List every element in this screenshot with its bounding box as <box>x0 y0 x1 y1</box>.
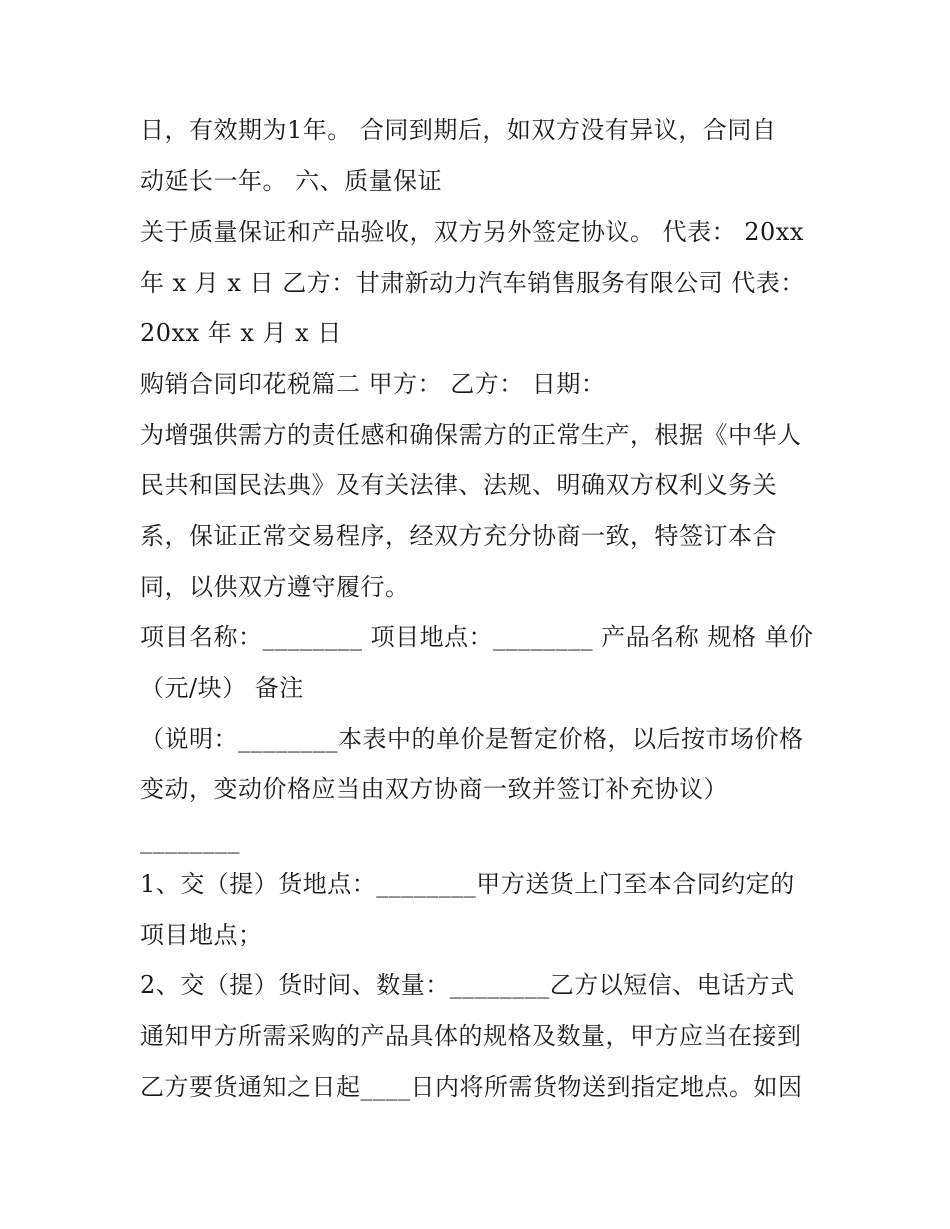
text-line: 动延长一年。 六、质量保证 <box>140 167 443 195</box>
text-line: （说明：________本表中的单价是暂定价格，以后按市场价格 <box>140 725 804 753</box>
text-line: 通知甲方所需采购的产品具体的规格及数量，甲方应当在接到 <box>140 1022 802 1050</box>
text-line: 2、交（提）货时间、数量：________乙方以短信、电话方式 <box>140 971 795 999</box>
text-line: 项目地点； <box>140 921 263 949</box>
text-line: 20xx 年 x 月 x 日 <box>140 319 342 347</box>
text-line: 项目名称：________ 项目地点：________ 产品名称 规格 单价 <box>140 623 814 651</box>
text-line: 变动，变动价格应当由双方协商一致并签订补充协议） <box>140 775 728 803</box>
text-line: 系，保证正常交易程序，经双方充分协商一致，特签订本合 <box>140 522 777 550</box>
text-line: 关于质量保证和产品验收，双方另外签定协议。 代表： 20xx <box>140 218 804 246</box>
text-line: 1、交（提）货地点：________甲方送货上门至本合同约定的 <box>140 870 795 898</box>
text-line: 日，有效期为1年。 合同到期后，如双方没有异议，合同自 <box>140 116 777 144</box>
text-line: 购销合同印花税篇二 甲方： 乙方： 日期： <box>140 370 606 398</box>
text-line: 年 x 月 x 日 乙方：甘肃新动力汽车销售服务有限公司 代表： <box>140 269 805 297</box>
text-line: 民共和国民法典》及有关法律、法规、明确双方权利义务关 <box>140 471 777 499</box>
text-line: 为增强供需方的责任感和确保需方的正常生产，根据《中华人 <box>140 421 802 449</box>
text-line: ________ <box>140 826 240 854</box>
text-line: （元/块） 备注 <box>140 674 304 702</box>
text-line: 同，以供双方遵守履行。 <box>140 573 410 601</box>
text-line: 乙方要货通知之日起____日内将所需货物送到指定地点。如因 <box>140 1073 803 1101</box>
